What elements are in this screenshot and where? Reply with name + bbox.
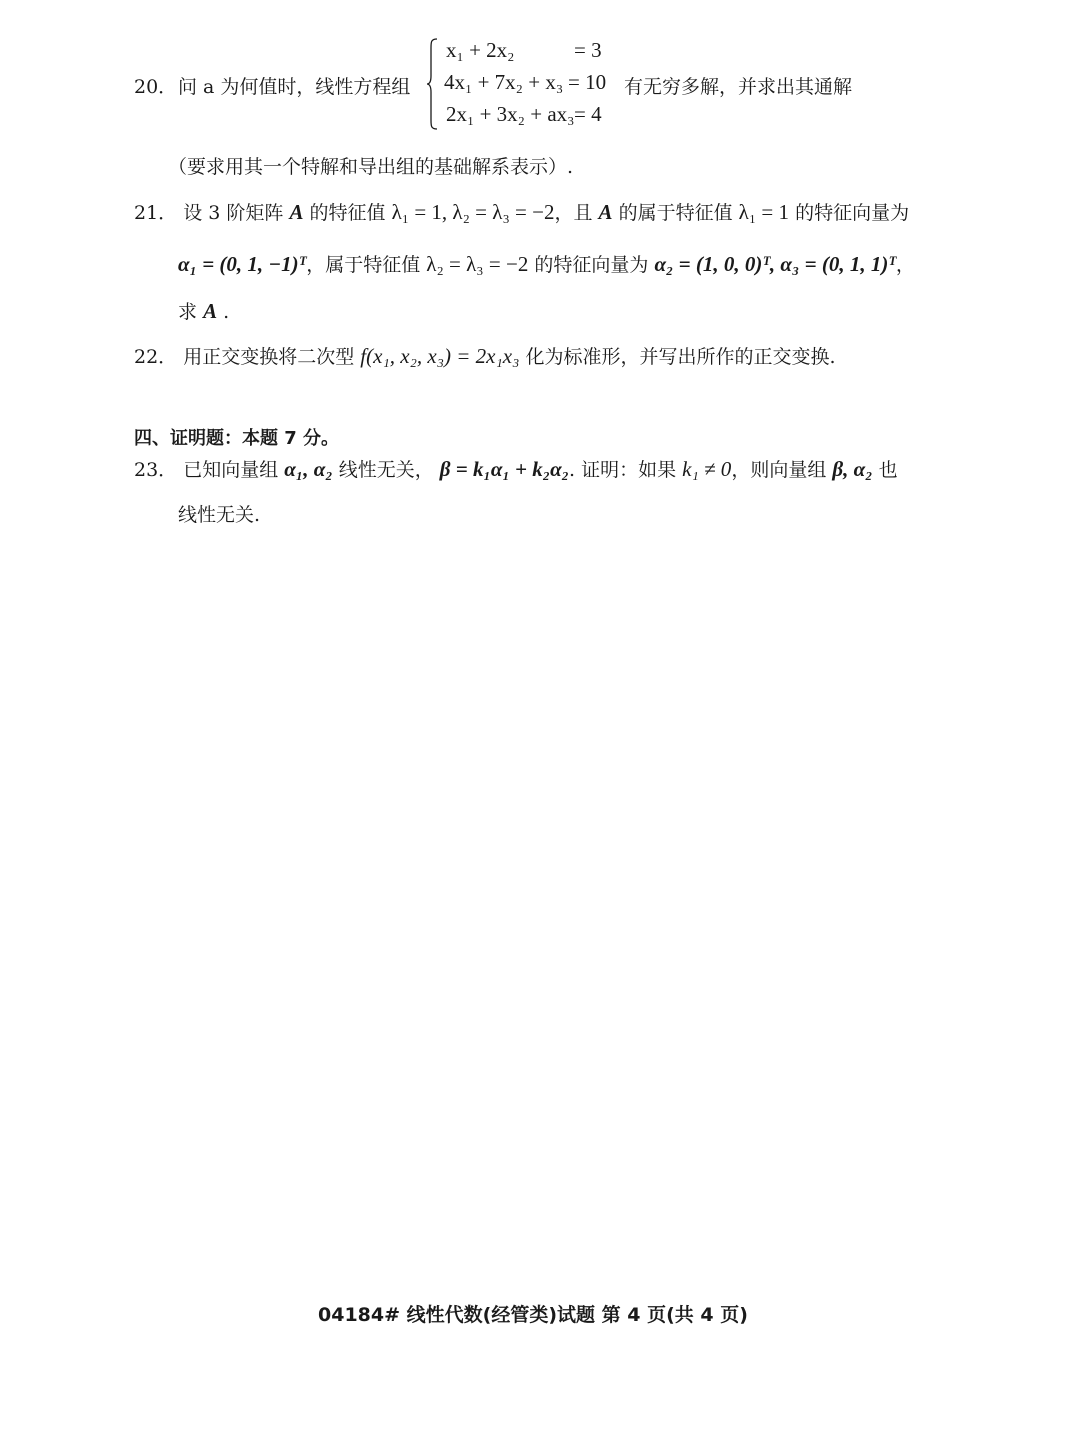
matrix-a-symbol: A — [289, 200, 304, 224]
q20-equation-3: 2x₁ + 3x₂ + ax₃ — [446, 102, 575, 126]
q21-text: 的属于特征值 — [618, 202, 733, 224]
q21-line2 — [178, 250, 915, 277]
q21-text: 的特征向量为 — [534, 254, 649, 276]
q23-number: 23． — [134, 459, 178, 481]
q23-text: 线性无关， — [338, 459, 434, 481]
q23-text: 已知向量组 — [183, 459, 279, 481]
q22-text: 化为标准形，并写出所作的正交变换. — [525, 346, 836, 368]
q23-line1 — [134, 455, 898, 482]
q23-text: . 证明：如果 — [569, 459, 677, 481]
q22-text: 用正交变换将二次型 — [183, 346, 355, 368]
q23-vectors: α₁, α₂ — [284, 457, 333, 481]
q21-text: . — [223, 301, 230, 323]
q20-equation-1: x₁ + 2x₂ — [446, 38, 515, 62]
q21-line3 — [178, 297, 229, 324]
q22-number: 22． — [134, 346, 178, 368]
q22-quadratic-form: f(x₁, x₂, x₃) = 2x₁x₃ — [360, 344, 520, 368]
q20-text-after: 有无穷多解，并求出其通解 — [624, 76, 853, 98]
q22-line — [134, 342, 836, 369]
q21-text: 设 3 阶矩阵 — [183, 202, 284, 224]
q21-eigenvalue-2: λ₂ = λ₃ = −2 — [426, 252, 529, 276]
q21-alpha23-vectors: α₂ = (1, 0, 0)ᵀ, α₃ = (0, 1, 1)ᵀ — [654, 252, 896, 276]
q21-alpha1-vector: α₁ = (0, 1, −1)ᵀ — [178, 252, 307, 276]
matrix-a-symbol: A — [598, 200, 613, 224]
q21-text: ，且 — [554, 202, 593, 224]
q23-beta-definition: β = k₁α₁ + k₂α₂ — [439, 457, 570, 481]
q21-text: ，属于特征值 — [306, 254, 421, 276]
q20-equation-1-rhs: = 3 — [574, 38, 602, 62]
matrix-a-symbol: A — [203, 299, 218, 323]
q21-number: 21． — [134, 202, 178, 224]
q20-equation-3-rhs: = 4 — [574, 102, 602, 126]
equation-system-brace — [426, 38, 438, 130]
q21-text: 的特征向量为 — [795, 202, 910, 224]
q21-text: 求 — [178, 301, 198, 323]
q21-eigenvalues: λ₁ = 1, λ₂ = λ₃ = −2 — [391, 200, 555, 224]
q23-line2: 线性无关. — [178, 504, 261, 526]
q20-line2: （要求用其一个特解和导出组的基础解系表示）. — [168, 156, 574, 178]
q23-condition: k₁ ≠ 0 — [682, 457, 732, 481]
page-footer: 04184# 线性代数(经管类)试题 第 4 页(共 4 页) — [318, 1304, 748, 1326]
q20-equation-2-rhs: = 10 — [568, 70, 607, 94]
q21-eigenvalue-1: λ₁ = 1 — [738, 200, 790, 224]
q20-text-before: 问 a 为何值时，线性方程组 — [178, 76, 411, 98]
section-title: 四、证明题：本题 7 分。 — [134, 428, 340, 449]
q21-line1 — [134, 198, 909, 225]
q20-number: 20． — [134, 76, 178, 98]
q23-vector-group: β, α₂ — [832, 457, 873, 481]
q21-text: 的特征值 — [309, 202, 386, 224]
q23-text: 也 — [878, 459, 898, 481]
q21-text: ， — [895, 254, 915, 276]
q23-text: ，则向量组 — [731, 459, 827, 481]
q20-equation-2: 4x₁ + 7x₂ + x₃ — [444, 70, 564, 94]
